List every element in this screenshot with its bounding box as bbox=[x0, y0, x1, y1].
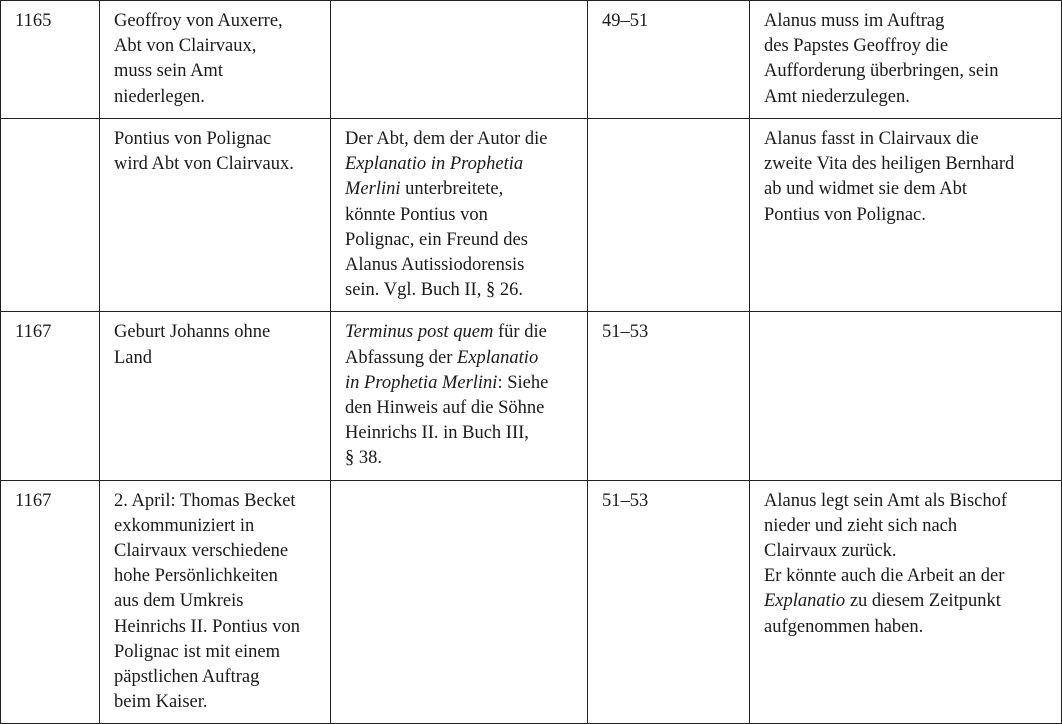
comment-cell bbox=[331, 312, 588, 480]
year-cell: 1165 bbox=[1, 1, 100, 119]
text-segment: Der Abt, dem der Autor die bbox=[345, 129, 548, 149]
text-line: Geoffroy von Auxerre, bbox=[114, 11, 283, 31]
text-segment: nieder und zieht sich nach bbox=[764, 515, 958, 536]
text-line: 2. April: Thomas Becket bbox=[114, 490, 296, 511]
year-cell: 1167 bbox=[1, 312, 100, 480]
event-cell bbox=[100, 1, 331, 119]
text-line bbox=[345, 228, 575, 253]
text-line: des Papstes Geoffroy die bbox=[764, 36, 949, 57]
text-segment: den Hinweis auf die Söhne bbox=[345, 398, 545, 419]
text-line bbox=[345, 253, 575, 278]
italic-text: Explanatio bbox=[764, 591, 846, 612]
text-line bbox=[345, 320, 575, 345]
text-line bbox=[345, 177, 575, 202]
italic-text: Explanatio in Prophetia bbox=[345, 154, 524, 175]
text-line bbox=[764, 539, 1049, 564]
text-line bbox=[345, 396, 575, 421]
text-segment: Er könnte auch die Arbeit an der bbox=[764, 566, 1005, 587]
comment-cell bbox=[331, 119, 588, 312]
italic-text: in Prophetia Merlini bbox=[345, 372, 498, 393]
text-line: niederlegen. bbox=[114, 86, 205, 107]
text-line bbox=[345, 278, 575, 303]
text-segment: Heinrichs II. in Buch III, bbox=[345, 423, 529, 444]
table-row bbox=[1, 119, 1062, 312]
year-cell bbox=[1, 119, 100, 312]
text-line bbox=[345, 371, 575, 396]
text-line bbox=[764, 589, 1049, 614]
text-segment: Clairvaux zurück. bbox=[764, 541, 897, 562]
pages-cell: 51–53 bbox=[588, 480, 750, 724]
text-segment: Alanus legt sein Amt als Bischof bbox=[764, 490, 1008, 511]
year-cell: 1167 bbox=[1, 480, 100, 724]
text-segment: zu diesem Zeitpunkt bbox=[845, 591, 1001, 612]
text-line: Alanus fasst in Clairvaux die bbox=[764, 129, 979, 149]
text-line: Geburt Johanns ohne bbox=[114, 322, 271, 343]
comment-cell bbox=[331, 480, 588, 724]
text-line: Heinrichs II. Pontius von bbox=[114, 616, 301, 637]
alanus-cell bbox=[750, 480, 1062, 724]
text-line: Polignac ist mit einem bbox=[114, 641, 280, 662]
event-cell bbox=[100, 119, 331, 312]
text-line bbox=[345, 421, 575, 446]
alanus-cell bbox=[750, 1, 1062, 119]
text-segment: für die bbox=[493, 322, 547, 343]
text-line: ab und widmet sie dem Abt bbox=[764, 179, 967, 200]
text-line bbox=[764, 489, 1049, 514]
text-segment: unterbreitete, bbox=[400, 179, 504, 200]
text-line bbox=[345, 203, 575, 228]
italic-text: Terminus post quem bbox=[345, 322, 494, 343]
alanus-cell bbox=[750, 312, 1062, 480]
comment-cell bbox=[331, 1, 588, 119]
text-segment: Polignac, ein Freund des bbox=[345, 229, 528, 250]
text-line: Pontius von Polignac bbox=[114, 129, 272, 149]
text-line: hohe Persönlichkeiten bbox=[114, 566, 278, 587]
text-line: Abt von Clairvaux, bbox=[114, 36, 257, 57]
text-segment: Alanus Autissiodorensis bbox=[345, 255, 525, 276]
text-line: päpstlichen Auftrag bbox=[114, 667, 260, 688]
text-line bbox=[345, 446, 575, 471]
text-segment: Abfassung der bbox=[345, 347, 458, 368]
text-line: zweite Vita des heiligen Bernhard bbox=[764, 154, 1015, 175]
text-line bbox=[764, 564, 1049, 589]
text-line: Aufforderung überbringen, sein bbox=[764, 61, 999, 82]
text-line: Clairvaux verschiedene bbox=[114, 541, 289, 562]
text-line: Alanus muss im Auftrag bbox=[764, 11, 945, 31]
text-segment: : Siehe bbox=[497, 372, 549, 393]
pages-cell bbox=[588, 119, 750, 312]
text-segment: aufgenommen haben. bbox=[764, 616, 924, 637]
event-cell bbox=[100, 480, 331, 724]
text-line: Pontius von Polignac. bbox=[764, 204, 926, 225]
text-segment: könnte Pontius von bbox=[345, 204, 488, 225]
event-cell bbox=[100, 312, 331, 480]
text-line: aus dem Umkreis bbox=[114, 591, 244, 612]
text-line: muss sein Amt bbox=[114, 61, 223, 82]
table-row bbox=[1, 312, 1062, 480]
text-line bbox=[345, 346, 575, 371]
alanus-cell bbox=[750, 119, 1062, 312]
text-line bbox=[764, 615, 1049, 640]
text-line: beim Kaiser. bbox=[114, 692, 208, 713]
pages-cell: 51–53 bbox=[588, 312, 750, 480]
text-line bbox=[345, 127, 575, 152]
italic-text: Explanatio bbox=[457, 347, 539, 368]
text-line bbox=[764, 514, 1049, 539]
italic-text: Merlini bbox=[345, 179, 401, 200]
text-segment: § 38. bbox=[345, 448, 382, 469]
pages-cell: 49–51 bbox=[588, 1, 750, 119]
text-segment: sein. Vgl. Buch II, § 26. bbox=[345, 280, 523, 301]
table-row bbox=[1, 1, 1062, 119]
text-line: Land bbox=[114, 347, 153, 368]
text-line: exkommuniziert in bbox=[114, 515, 255, 536]
text-line: Amt niederzulegen. bbox=[764, 86, 910, 107]
text-line: wird Abt von Clairvaux. bbox=[114, 154, 294, 175]
table-row bbox=[1, 480, 1062, 724]
text-line bbox=[345, 152, 575, 177]
